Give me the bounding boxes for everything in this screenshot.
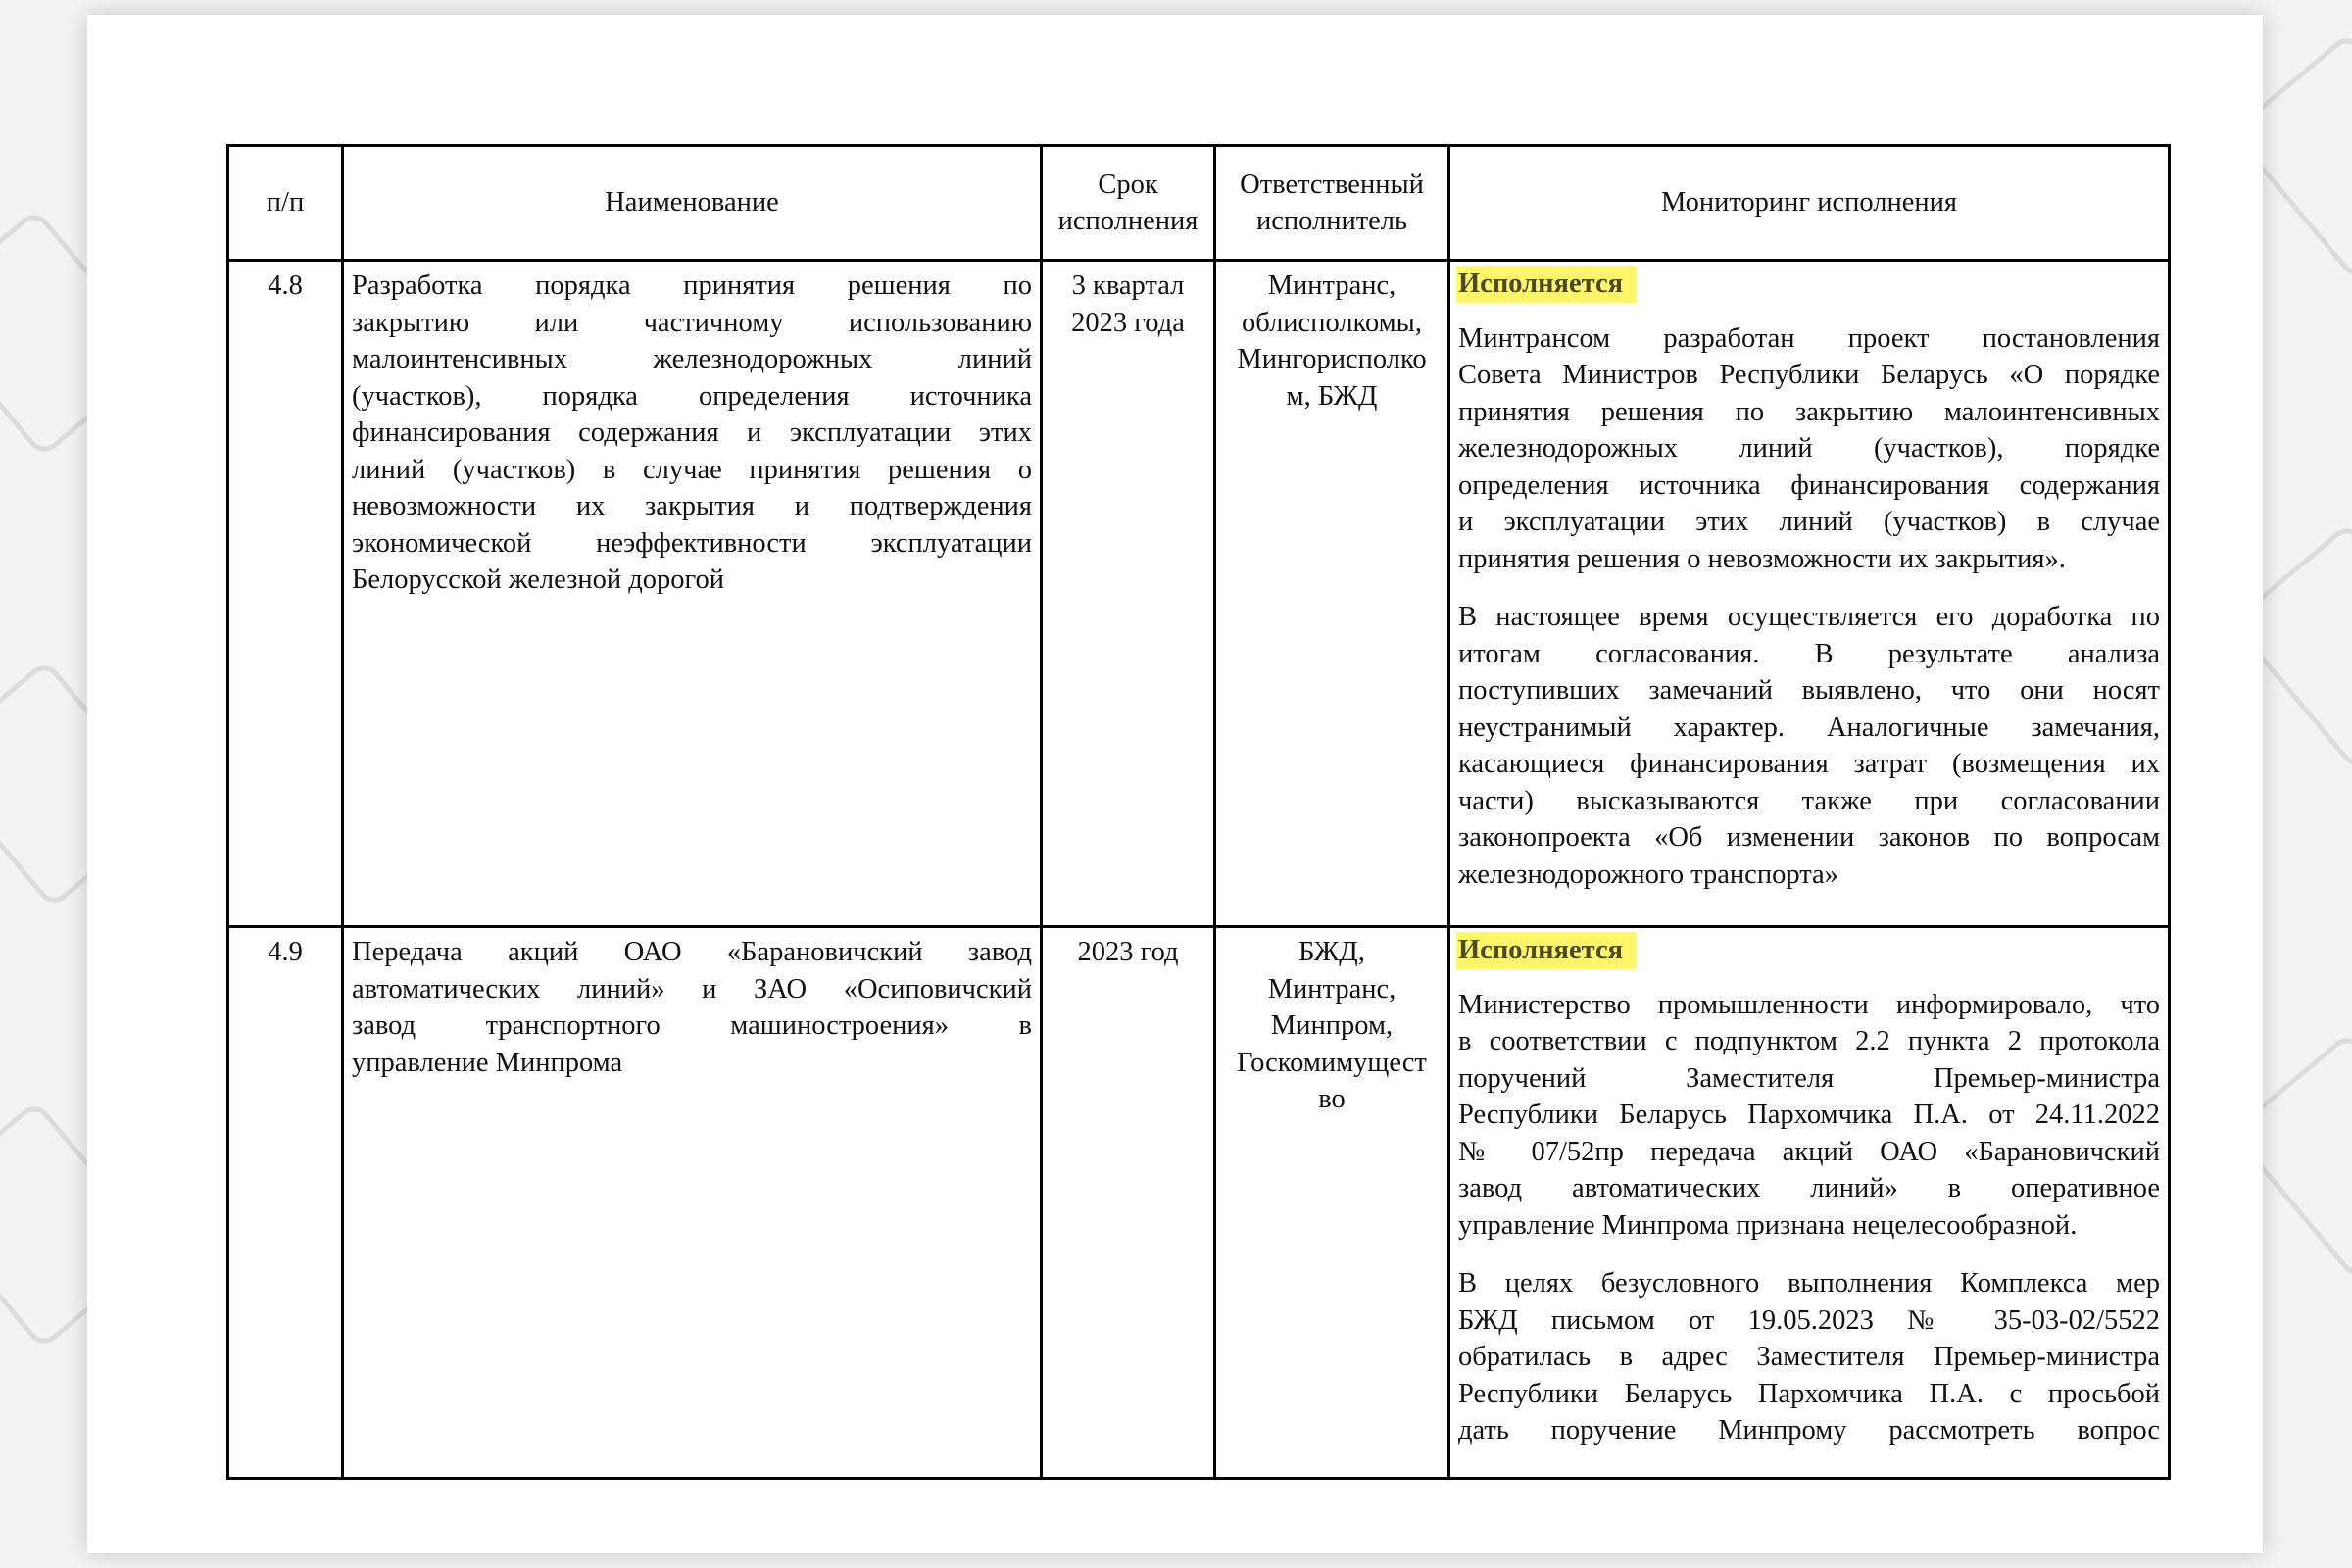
header-num: п/п [228,146,343,261]
monitoring-line: управление Минпрома признана нецелесообразной. [1458,1209,2078,1241]
monitoring-line: неустранимый характер. Аналогичные замечания, [1458,711,2160,743]
monitoring-line: Республики Беларусь Пархомчика П.А. с просьбой [1458,1378,2160,1409]
monitoring-line: законопроекта «Об изменении законов по вопросам [1458,822,2160,853]
monitoring-line: железнодорожных линий (участков), порядке [1458,433,2160,464]
header-name: Наименование [343,146,1042,261]
table-row [228,927,2170,1479]
monitoring-line: В настоящее время осуществляется его доработка по [1458,602,2160,632]
name-line: невозможности их закрытия и подтверждения [352,491,1032,521]
monitoring-line: обратилась в адрес Заместителя Премьер-министра [1458,1342,2160,1372]
monitoring-paragraph [1458,987,2160,1245]
table-header-row [228,146,2170,261]
deadline-line: 2023 года [1071,307,1185,338]
monitoring-line: касающиеся финансирования затрат (возмещения их [1458,749,2160,779]
monitoring-line: определения источника финансирования содержания [1458,469,2160,501]
row-number: 4.9 [228,927,343,1479]
monitoring-line: Совета Министров Республики Беларусь «О порядке [1458,360,2160,390]
name-line: Разработка порядка принятия решения по [352,270,1032,301]
responsible-line: облисполкомы, [1242,307,1422,338]
name-line: закрытию или частичному использованию [352,307,1032,338]
monitoring-line: дать поручение Минпрому рассмотреть вопрос [1458,1415,2160,1446]
name-line: малоинтенсивных железнодорожных линий [352,344,1032,374]
monitoring-line: БЖД письмом от 19.05.2023 № 35-03-02/5522 [1458,1304,2160,1336]
monitoring-line: в соответствии с подпунктом 2.2 пункта 2 протокола [1458,1026,2160,1056]
responsible-line: Госкомимущест [1237,1047,1427,1078]
responsible-line: Минтранс, [1267,270,1396,301]
row-responsible [1215,927,1449,1479]
monitoring-line: итогам согласования. В результате анализа [1458,638,2160,669]
row-name [343,261,1042,927]
monitoring-table [226,144,2171,1480]
header-monitoring: Мониторинг исполнения [1449,146,2170,261]
monitoring-line: принятия решения по закрытию малоинтенсивных [1458,396,2160,427]
row-monitoring [1449,261,2170,927]
name-line: управление Минпрома [352,1047,623,1078]
deadline-line: 2023 год [1077,937,1179,967]
name-line: линий (участков) в случае принятия решения о [352,454,1032,485]
monitoring-line: поступивших замечаний выявлено, что они носят [1458,675,2160,706]
monitoring-line: Министерство промышленности информировало, что [1458,989,2160,1020]
responsible-line: Мингорисполко [1237,344,1427,374]
header-deadline [1042,146,1215,261]
status-badge: Исполняется [1456,932,1637,969]
monitoring-line: и эксплуатации этих линий (участков) в случае [1458,507,2160,537]
responsible-line: БЖД, [1298,937,1365,967]
name-line: автоматических линий» и ЗАО «Осиповичский [352,973,1032,1004]
monitoring-line: № 07/52пр передача акций ОАО «Барановичский [1458,1136,2160,1167]
monitoring-line: Республики Беларусь Пархомчика П.А. от 24.11.2022 [1458,1100,2160,1130]
monitoring-line: принятия решения о невозможности их закрытия». [1458,543,2066,574]
row-deadline [1042,927,1215,1479]
name-line: Белорусской железной дорогой [352,564,724,595]
monitoring-line: части) высказываются также при согласовании [1458,785,2160,816]
header-deadline-line: Срок [1098,169,1158,200]
monitoring-line: В целях безусловного выполнения Комплекса мер [1458,1268,2160,1298]
name-line: экономической неэффективности эксплуатации [352,527,1032,559]
monitoring-line: завод автоматических линий» в оперативное [1458,1173,2160,1203]
monitoring-paragraph [1458,1265,2160,1449]
header-responsible [1215,146,1449,261]
status-badge: Исполняется [1456,266,1637,303]
header-deadline-line: исполнения [1057,206,1199,236]
name-line: финансирования содержания и эксплуатации этих [352,417,1032,448]
deadline-line: 3 квартал [1071,270,1185,301]
monitoring-paragraph [1458,320,2160,578]
row-deadline [1042,261,1215,927]
monitoring-line: железнодорожного транспорта» [1458,858,1838,890]
responsible-line: м, БЖД [1286,380,1378,412]
responsible-line: во [1318,1084,1346,1114]
row-number: 4.8 [228,261,343,927]
responsible-line: Минпром, [1270,1010,1394,1041]
row-monitoring [1449,927,2170,1479]
monitoring-line: Минтрансом разработан проект постановления [1458,322,2160,354]
name-line: Передача акций ОАО «Барановичский завод [352,937,1032,967]
header-responsible-line: Ответственный [1240,169,1424,200]
row-responsible [1215,261,1449,927]
name-line: (участков), порядка определения источника [352,380,1032,412]
document-page [87,15,2263,1553]
monitoring-paragraph [1458,599,2160,893]
monitoring-line: поручений Заместителя Премьер-министра [1458,1062,2160,1094]
row-name [343,927,1042,1479]
responsible-line: Минтранс, [1267,973,1396,1004]
header-responsible-line: исполнитель [1255,206,1408,236]
name-line: завод транспортного машиностроения» в [352,1010,1032,1041]
table-row [228,261,2170,927]
